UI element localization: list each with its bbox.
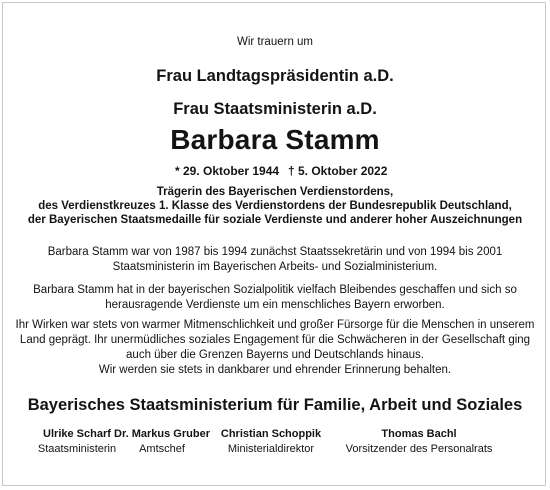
intro-text: Wir trauern um (236, 36, 314, 48)
signer-role: Amtschef (139, 443, 185, 455)
paragraph-line: Land geprägt. Ihr unermüdliches soziales Engagement für die Schwächeren in der Gesellschaft ging (19, 334, 531, 346)
deceased-name: Barbara Stamm (170, 124, 380, 155)
paragraph-line: Barbara Stamm hat in der bayerischen Sozialpolitik vielfach Bleibendes geschaffen und sich so (33, 284, 517, 296)
honor-line: der Bayerischen Staatsmedaille für soziale Verdienste und anderer hoher Auszeichnungen (27, 214, 523, 226)
birth-date: * 29. Oktober 1944 (175, 164, 280, 178)
signer-name: Christian Schoppik (220, 428, 322, 440)
signer (114, 428, 210, 455)
signer (221, 428, 321, 455)
paragraph-line: herausragende Verdienste um ein menschliches Bayern erworben. (105, 299, 445, 311)
signer-name: Dr. Markus Gruber (114, 428, 210, 440)
paragraph-line: Staatsministerin im Bayerischen Arbeits- und Sozialministerium. (112, 261, 438, 273)
signer-name: Thomas Bachl (381, 428, 457, 440)
paragraph-line: Ihr Wirken war stets von warmer Mitmenschlichkeit und großer Fürsorge für die Menschen in unserem (15, 319, 535, 331)
signer (38, 428, 116, 455)
paragraph-line: auch über die Grenzen Bayerns und Deutschlands hinaus. (126, 349, 424, 361)
signer-role: Ministerialdirektor (227, 443, 315, 455)
ministry-name: Bayerisches Staatsministerium für Familie, Arbeit und Soziales (27, 396, 523, 414)
honor-line: Trägerin des Bayerischen Verdienstordens, (156, 186, 394, 198)
signer (346, 428, 493, 455)
title-former-state-minister: Frau Staatsministerin a.D. (173, 100, 377, 118)
signer-role: Vorsitzender des Personalrats (345, 443, 493, 455)
title-former-landtag-president: Frau Landtagspräsidentin a.D. (156, 67, 394, 85)
signer-role: Staatsministerin (37, 443, 117, 455)
honor-line: des Verdienstkreuzes 1. Klasse des Verdienstordens der Bundesrepublik Deutschland, (38, 200, 512, 212)
death-date: † 5. Oktober 2022 (288, 164, 388, 178)
closing-line: Wir werden sie stets in dankbarer und ehrender Erinnerung behalten. (98, 364, 452, 376)
signer-name: Ulrike Scharf (43, 428, 111, 440)
paragraph-line: Barbara Stamm war von 1987 bis 1994 zunächst Staatssekretärin und von 1994 bis 2001 (47, 246, 503, 258)
